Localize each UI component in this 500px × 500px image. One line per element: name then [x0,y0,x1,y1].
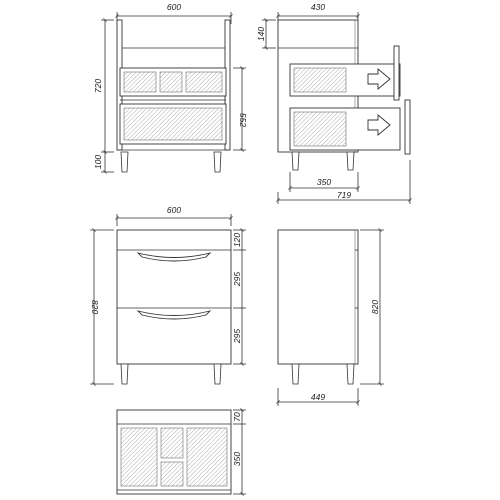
dim-height-552: 552 [238,112,248,128]
view-side [278,230,384,406]
dim-front-height-820: 820 [90,299,100,315]
view-side-open [256,2,410,204]
dim-depth-430: 430 [310,2,326,12]
dim-width-600: 600 [166,2,182,12]
dim-drawer-2-295: 295 [232,328,242,344]
dim-plan-top-70: 70 [232,412,242,422]
dim-height-140: 140 [256,26,266,42]
view-plan [117,410,246,494]
view-cabinet-open [93,2,248,172]
dim-drawer-1-295: 295 [232,271,242,287]
dim-front-width-600: 600 [166,205,182,215]
dim-top-panel-120: 120 [232,232,242,248]
dim-side-depth-449: 449 [310,392,326,402]
dim-side-height-820: 820 [370,299,380,315]
dim-plan-depth-350: 350 [232,451,242,467]
dim-depth-350: 350 [316,177,332,187]
dim-height-100: 100 [93,154,103,170]
view-front [90,205,246,384]
dim-depth-719: 719 [336,190,352,200]
dim-height-720: 720 [93,78,103,94]
